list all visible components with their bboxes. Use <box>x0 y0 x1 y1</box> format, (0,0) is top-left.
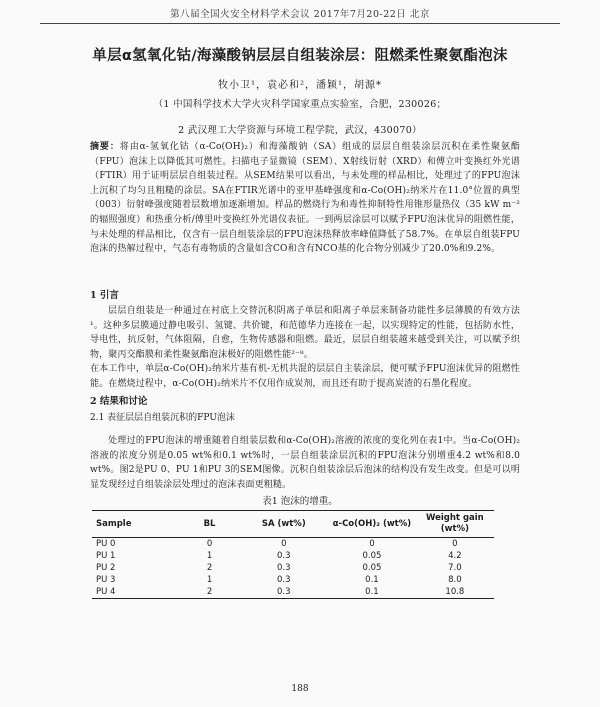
section-heading-intro: 1 引言 <box>90 290 119 301</box>
cell-sa: 0.3 <box>277 575 291 585</box>
table-row <box>92 550 494 562</box>
table-row <box>92 538 494 551</box>
page-number: 188 <box>291 684 309 694</box>
cell-sample: PU 2 <box>96 563 116 573</box>
cell-coh: 0.1 <box>328 586 416 599</box>
table-caption: 表1 泡沫的增重。 <box>262 496 338 507</box>
cell-bl: 2 <box>206 563 213 573</box>
cell-bl: 1 <box>206 575 213 585</box>
paper-title: 单层α氢氧化钴/海藻酸钠层层自组装涂层：阻燃柔性聚氨酯泡沫 <box>92 48 508 64</box>
table-row <box>92 562 494 574</box>
author-list: 牧小卫¹，袁必和²，潘颖¹，胡源* <box>217 80 383 91</box>
cell-weight-gain: 8.0 <box>448 575 462 585</box>
abstract-text: 将由α-氢氧化钴（α-Co(OH)₂）和海藻酸钠（SA）组成的层层自组装涂层沉积在柔性聚氨酯（FPU）泡沫上以降低其可燃性。扫描电子显微镜（SEM）、X射线衍射（XRD）和傅立叶变换红外光谱（FTIR）用于证明层层自组装过程。从SEM结果可以看出，与未处理的样品相比，处理过了的FPU泡沫上沉积了均匀且粗糙的涂层。SA在FTIR光谱中的亚甲基峰强度和α-Co(OH)₂纳米片在11.0°位置的典型（003）衍射峰强度随着层数增加逐渐增加。样品的燃烧行为和毒性抑制特性用锥形量热仪（35 kW m⁻²的辐照强度）和热重分析/傅里叶变换红外光谱仪表征。一到两层涂层可以赋予FPU泡沫优异的阻燃性能，与未处理的样品相比，仅含有一层自组装涂层的FPU泡沫热释放率峰值降低了58.7%。在单层自组装FPU泡沫的热解过程中，气态有毒物质的含量如含CO和含有NCO基的化合物分别减少了20.0%和9.2%。 <box>90 142 521 255</box>
cell-sa: 0.3 <box>277 551 291 561</box>
cell-sample: PU 1 <box>96 551 116 561</box>
affiliation-1: （1 中国科学技术大学火灾科学国家重点实验室，合肥，230026； <box>153 99 447 110</box>
subsection-heading: 2.1 表征层层自组装沉积的FPU泡沫 <box>90 413 235 423</box>
cell-coh: 0.05 <box>362 563 382 573</box>
running-header: 第八届全国火安全材料学术会议 2017年7月20-22日 北京 <box>40 6 560 24</box>
cell-coh: 0.05 <box>362 551 382 561</box>
abstract-label: 摘要： <box>90 142 120 152</box>
col-header-sample: Sample <box>92 511 180 538</box>
weight-gain-table <box>92 510 494 599</box>
cell-bl: 1 <box>206 551 213 561</box>
table-row <box>92 574 494 586</box>
abstract <box>90 140 520 257</box>
cell-sample: PU 4 <box>92 586 180 599</box>
results-paragraph-1: 处理过的FPU泡沫的增重随着自组装层数和α-Co(OH)₂溶液的浓度的变化列在表1中。当α-Co(OH)₂溶液的浓度分别是0.05 wt%和0.1 wt%时，一层自组装涂层沉积的FPU泡沫分别增重4.2 wt%和8.0 wt%。图2是PU 0、PU 1和PU 3的SEM图像。沉积自组装涂层后泡沫的结构没有发生改变。但是可以明显发现经过自组装涂层处理过的泡沫表面更粗糙。 <box>90 436 520 490</box>
cell-sa: 0.3 <box>277 563 291 573</box>
col-header-coh: α-Co(OH)₂ (wt%) <box>328 511 416 538</box>
cell-sample: PU 3 <box>96 575 116 585</box>
table-row <box>92 586 494 599</box>
cell-coh: 0 <box>369 539 375 549</box>
cell-weight-gain: 0 <box>452 539 458 549</box>
col-header-weight-gain: Weight gain (wt%) <box>416 511 494 538</box>
col-header-bl: BL <box>180 511 240 538</box>
section-heading-results: 2 结果和讨论 <box>90 396 148 407</box>
intro-paragraph-1: 层层自组装是一种通过在衬底上交替沉积阴离子单层和阳离子单层来制备功能性多层薄膜的有效方法¹。这种多层膜通过静电吸引、氢键、共价键，和范德华力连接在一起，以实现特定的性能，包括防水性，导电性，抗反射，气体阻隔，自愈，生物传感器和阻燃。最近，层层自组装越来越受到关注，可以赋予织物，聚丙交酯膜和柔性聚氨酯泡沫极好的阻燃性能²⁻⁸。 <box>90 306 520 360</box>
cell-weight-gain: 7.0 <box>448 563 462 573</box>
cell-sa: 0 <box>281 539 287 549</box>
cell-bl: 0 <box>206 539 213 549</box>
cell-bl: 2 <box>180 586 240 599</box>
cell-sample: PU 0 <box>96 539 116 549</box>
cell-weight-gain: 10.8 <box>416 586 494 599</box>
table-header-row <box>92 511 494 538</box>
cell-weight-gain: 4.2 <box>448 551 462 561</box>
cell-coh: 0.1 <box>365 575 379 585</box>
affiliation-2: 2 武汉理工大学资源与环境工程学院，武汉，430070） <box>178 125 422 136</box>
col-header-sa: SA (wt%) <box>239 511 328 538</box>
cell-sa: 0.3 <box>239 586 328 599</box>
intro-paragraph-2: 在本工作中，单层α-Co(OH)₂纳米片基有机-无机共混的层层自主装涂层，便可赋予FPU泡沫优异的阻燃性能。在燃烧过程中，α-Co(OH)₂纳米片不仅用作成炭剂，而且还有助于提高炭渣的石墨化程度。 <box>90 364 520 389</box>
